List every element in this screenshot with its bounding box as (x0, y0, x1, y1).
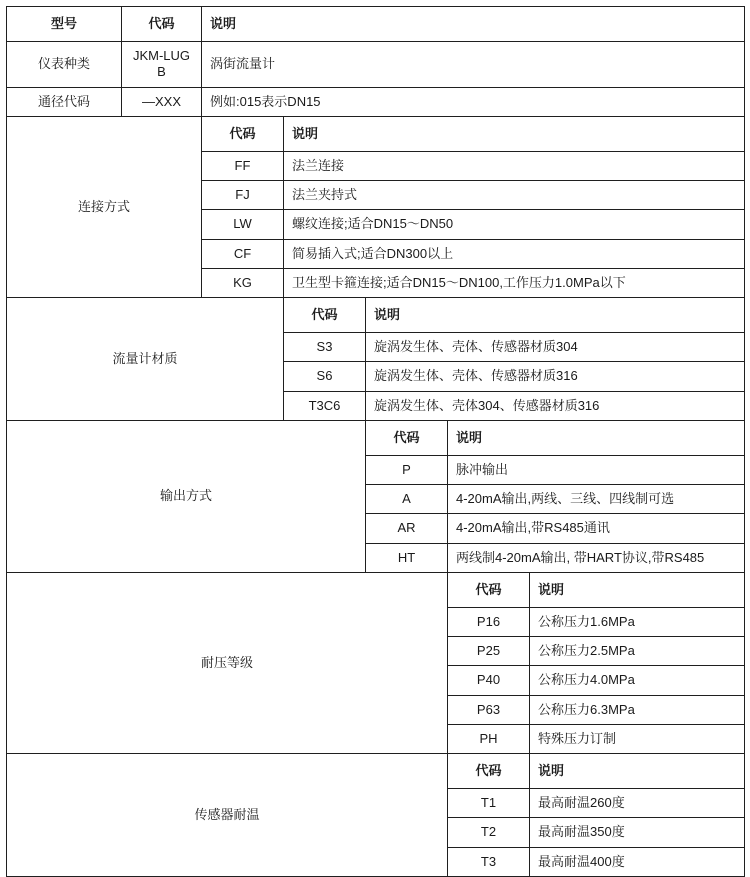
desc-cell: 4-20mA输出,两线、三线、四线制可选 (448, 485, 745, 514)
subheader-code-connection: 代码 (202, 116, 284, 151)
group-label-material: 流量计材质 (7, 298, 284, 421)
group-subheader-row (7, 420, 745, 455)
subheader-code-pressure: 代码 (448, 572, 530, 607)
code-cell: LW (202, 210, 284, 239)
code-cell: S3 (284, 333, 366, 362)
row-label-bore-code: 通径代码 (7, 87, 122, 116)
code-cell: P16 (448, 607, 530, 636)
code-cell: FF (202, 151, 284, 180)
code-cell: HT (366, 543, 448, 572)
code-cell: S6 (284, 362, 366, 391)
code-cell: AR (366, 514, 448, 543)
row-desc-instrument-type: 涡街流量计 (202, 42, 745, 88)
row-code-instrument-type: JKM-LUGB (122, 42, 202, 88)
group-label-temperature: 传感器耐温 (7, 754, 448, 877)
desc-cell: 旋涡发生体、壳体、传感器材质316 (366, 362, 745, 391)
group-subheader-row (7, 298, 745, 333)
desc-cell: 螺纹连接;适合DN15～DN50 (284, 210, 745, 239)
code-cell: P63 (448, 695, 530, 724)
subheader-desc-connection: 说明 (284, 116, 745, 151)
subheader-code-temperature: 代码 (448, 754, 530, 789)
row-code-bore-code: —XXX (122, 87, 202, 116)
subheader-desc-output: 说明 (448, 420, 745, 455)
desc-cell: 4-20mA输出,带RS485通讯 (448, 514, 745, 543)
desc-cell: 最高耐温350度 (530, 818, 745, 847)
row-label-instrument-type: 仪表种类 (7, 42, 122, 88)
table-row (7, 42, 745, 88)
code-cell: PH (448, 724, 530, 753)
table-row (7, 87, 745, 116)
desc-cell: 脉冲输出 (448, 455, 745, 484)
code-cell: P (366, 455, 448, 484)
code-cell: T1 (448, 789, 530, 818)
model-selection-table (6, 6, 745, 877)
code-cell: KG (202, 268, 284, 297)
header-model: 型号 (7, 7, 122, 42)
group-subheader-row (7, 572, 745, 607)
table-header-row (7, 7, 745, 42)
desc-cell: 公称压力2.5MPa (530, 637, 745, 666)
desc-cell: 法兰夹持式 (284, 181, 745, 210)
code-cell: FJ (202, 181, 284, 210)
desc-cell: 简易插入式;适合DN300以上 (284, 239, 745, 268)
desc-cell: 旋涡发生体、壳体304、传感器材质316 (366, 391, 745, 420)
code-cell: T2 (448, 818, 530, 847)
subheader-desc-temperature: 说明 (530, 754, 745, 789)
desc-cell: 最高耐温400度 (530, 847, 745, 876)
group-subheader-row (7, 754, 745, 789)
code-cell: CF (202, 239, 284, 268)
group-label-output: 输出方式 (7, 420, 366, 572)
desc-cell: 法兰连接 (284, 151, 745, 180)
code-cell: T3 (448, 847, 530, 876)
header-code: 代码 (122, 7, 202, 42)
code-cell: P40 (448, 666, 530, 695)
code-cell: P25 (448, 637, 530, 666)
subheader-desc-pressure: 说明 (530, 572, 745, 607)
desc-cell: 公称压力1.6MPa (530, 607, 745, 636)
desc-cell: 两线制4-20mA输出, 带HART协议,带RS485 (448, 543, 745, 572)
subheader-desc-material: 说明 (366, 298, 745, 333)
desc-cell: 旋涡发生体、壳体、传感器材质304 (366, 333, 745, 362)
desc-cell: 最高耐温260度 (530, 789, 745, 818)
desc-cell: 特殊压力订制 (530, 724, 745, 753)
row-desc-bore-code: 例如:015表示DN15 (202, 87, 745, 116)
group-subheader-row (7, 116, 745, 151)
subheader-code-material: 代码 (284, 298, 366, 333)
group-label-connection: 连接方式 (7, 116, 202, 297)
desc-cell: 公称压力6.3MPa (530, 695, 745, 724)
code-cell: A (366, 485, 448, 514)
subheader-code-output: 代码 (366, 420, 448, 455)
code-cell: T3C6 (284, 391, 366, 420)
desc-cell: 卫生型卡箍连接;适合DN15～DN100,工作压力1.0MPa以下 (284, 268, 745, 297)
header-desc: 说明 (202, 7, 745, 42)
group-label-pressure: 耐压等级 (7, 572, 448, 753)
desc-cell: 公称压力4.0MPa (530, 666, 745, 695)
